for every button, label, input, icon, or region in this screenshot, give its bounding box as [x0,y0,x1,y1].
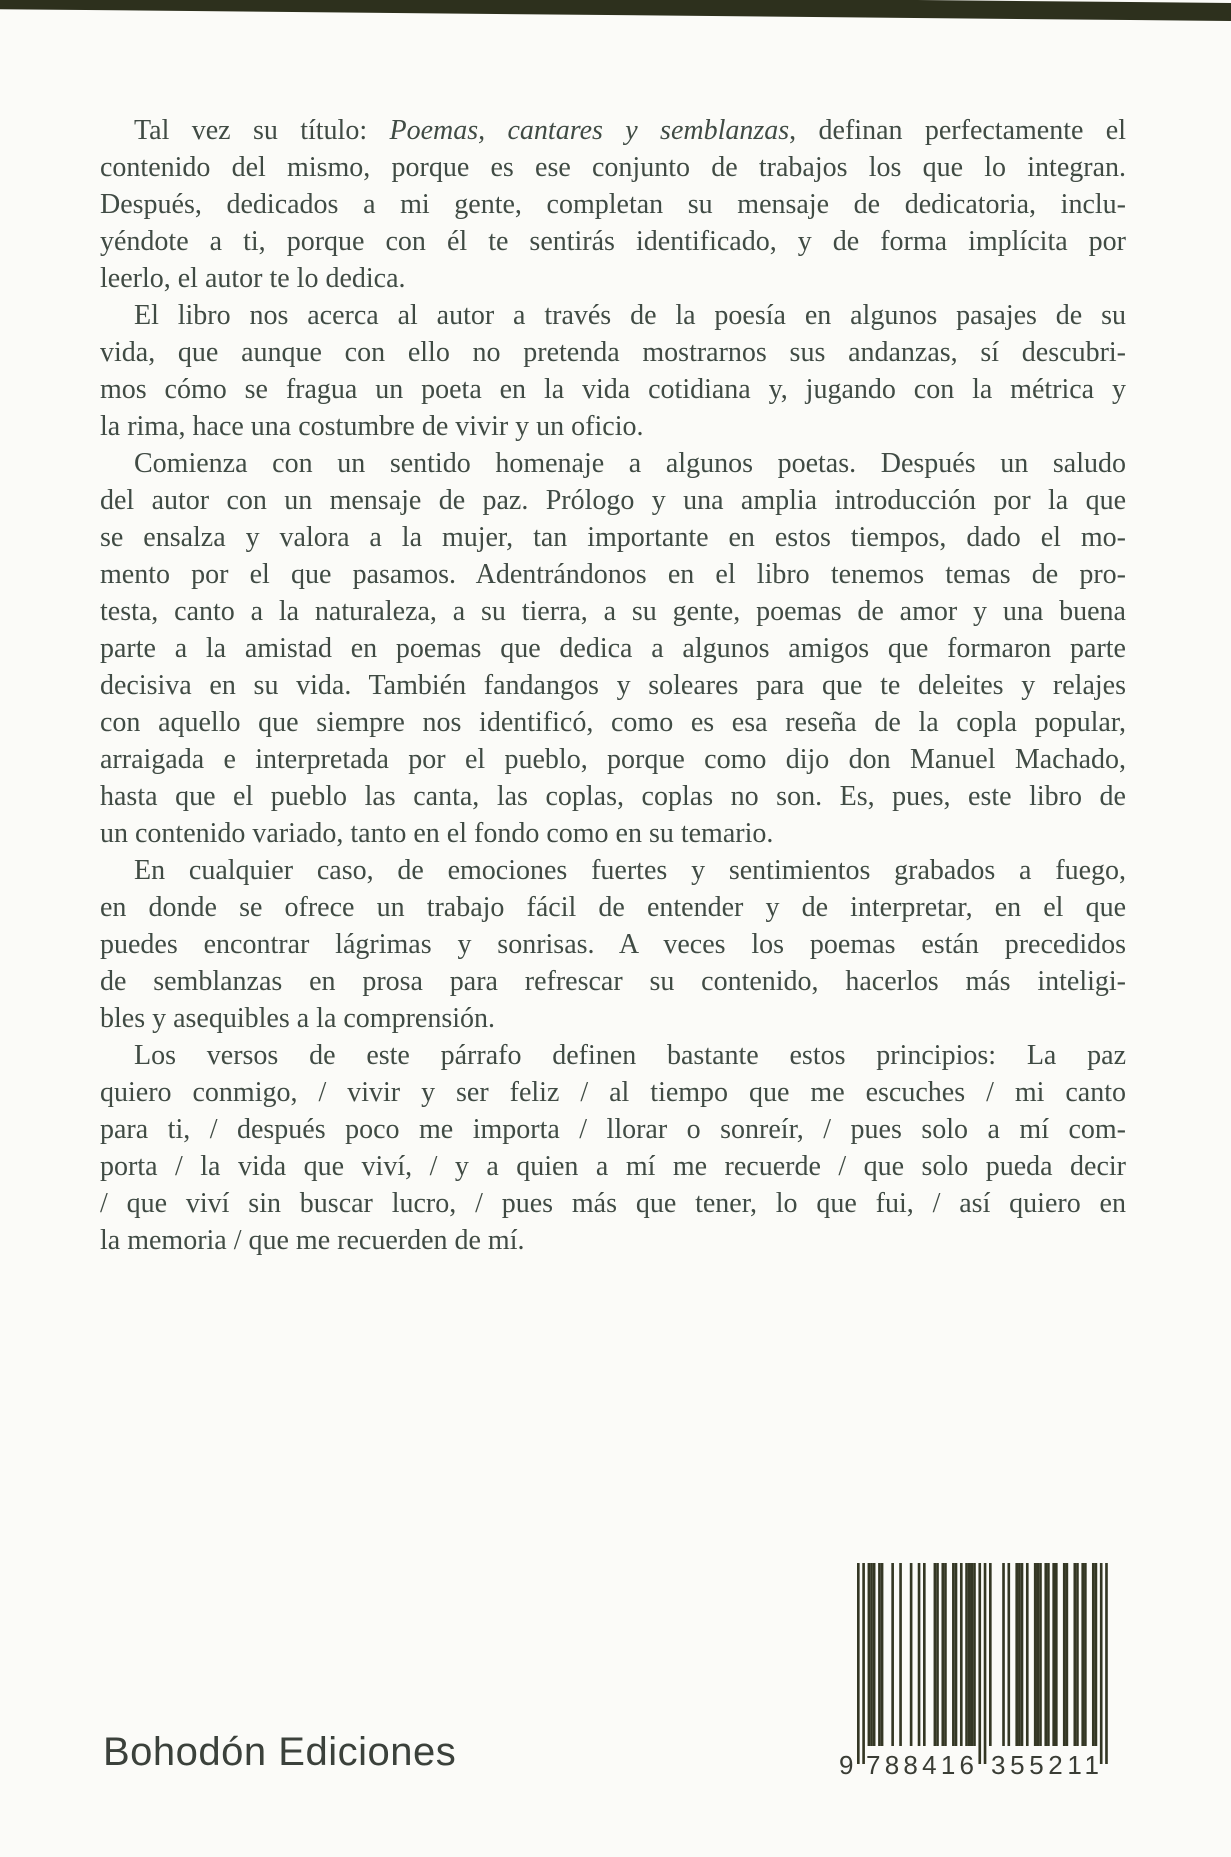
publisher-name: Bohodón Ediciones [103,1730,457,1774]
text-line: Los versos de este párrafo definen bastante estos principios: La paz [134,1040,1126,1071]
text-line: con aquello que siempre nos identificó, como es esa reseña de la copla popular, [100,707,1126,738]
text-line: Después, dedicados a mi gente, completan su mensaje de dedicatoria, inclu- [100,189,1126,220]
isbn-digit-lead: 9 [839,1750,854,1778]
text-line: arraigada e interpretada por el pueblo, porque como dijo don Manuel Machado, [100,744,1126,775]
text-line: testa, canto a la naturaleza, a su tierra, a su gente, poemas de amor y una buena [100,596,1126,627]
text-line: la rima, hace una costumbre de vivir y un oficio. [100,411,644,442]
text-segment: , definan perfectamente el [789,115,1126,146]
text-line: El libro nos acerca al autor a través de la poesía en algunos pasajes de su [134,300,1126,331]
text-line: mos cómo se fragua un poeta en la vida cotidiana y, jugando con la métrica y [100,374,1126,405]
text-line: se ensalza y valora a la mujer, tan importante en estos tiempos, dado el mo- [100,522,1126,553]
isbn-digits-right: 355211 [991,1750,1099,1778]
page-top-edge [0,0,1231,22]
text-line: quiero conmigo, / vivir y ser feliz / al tiempo que me escuches / mi canto [100,1077,1126,1108]
text-line: Comienza con un sentido homenaje a algunos poetas. Después un saludo [134,448,1126,479]
text-line: porta / la vida que viví, / y a quien a mí me recuerde / que solo pueda decir [100,1151,1126,1182]
text-line: puedes encontrar lágrimas y sonrisas. A veces los poemas están precedidos [100,929,1126,960]
paragraph [100,1037,1126,1259]
text-line [100,112,1126,149]
text-line: yéndote a ti, porque con él te sentirás identificado, y de forma implícita por [100,226,1126,257]
paragraph [100,445,1126,852]
back-cover-text [100,112,1126,1259]
paragraph [100,112,1126,297]
text-line: mento por el que pasamos. Adentrándonos en el libro tenemos temas de pro- [100,559,1126,590]
text-line: parte a la amistad en poemas que dedica a algunos amigos que formaron parte [100,633,1126,664]
book-title: Poemas, cantares y semblanzas [389,115,790,146]
text-line: bles y asequibles a la comprensión. [100,1003,496,1034]
text-line: leerlo, el autor te lo dedica. [100,263,406,294]
text-line: vida, que aunque con ello no pretenda mostrarnos sus andanzas, sí descubri- [100,337,1126,368]
text-line: del autor con un mensaje de paz. Prólogo y una amplia introducción por la que [100,485,1126,516]
text-line: En cualquier caso, de emociones fuertes y sentimientos grabados a fuego, [134,855,1126,886]
paragraph [100,852,1126,1037]
text-line: contenido del mismo, porque es ese conjunto de trabajos los que lo integran. [100,152,1126,183]
text-line: en donde se ofrece un trabajo fácil de entender y de interpretar, en el que [100,892,1126,923]
text-line: decisiva en su vida. También fandangos y soleares para que te deleites y relajes [100,670,1126,701]
barcode-graphic [839,1563,1108,1778]
text-line: para ti, / después poco me importa / llorar o sonreír, / pues solo a mí com- [100,1114,1126,1145]
text-line: hasta que el pueblo las canta, las coplas, coplas no son. Es, pues, este libro de [100,781,1126,812]
isbn-barcode [839,1563,1108,1778]
text-segment: Tal vez su título: [134,115,390,146]
text-line: / que viví sin buscar lucro, / pues más que tener, lo que fui, / así quiero en [100,1188,1126,1219]
text-line: de semblanzas en prosa para refrescar su contenido, hacerlos más inteligi- [100,966,1126,997]
text-line: un contenido variado, tanto en el fondo como en su temario. [100,818,774,849]
isbn-digits-left: 788416 [866,1750,974,1778]
paragraph [100,297,1126,445]
text-line: la memoria / que me recuerden de mí. [100,1225,525,1256]
